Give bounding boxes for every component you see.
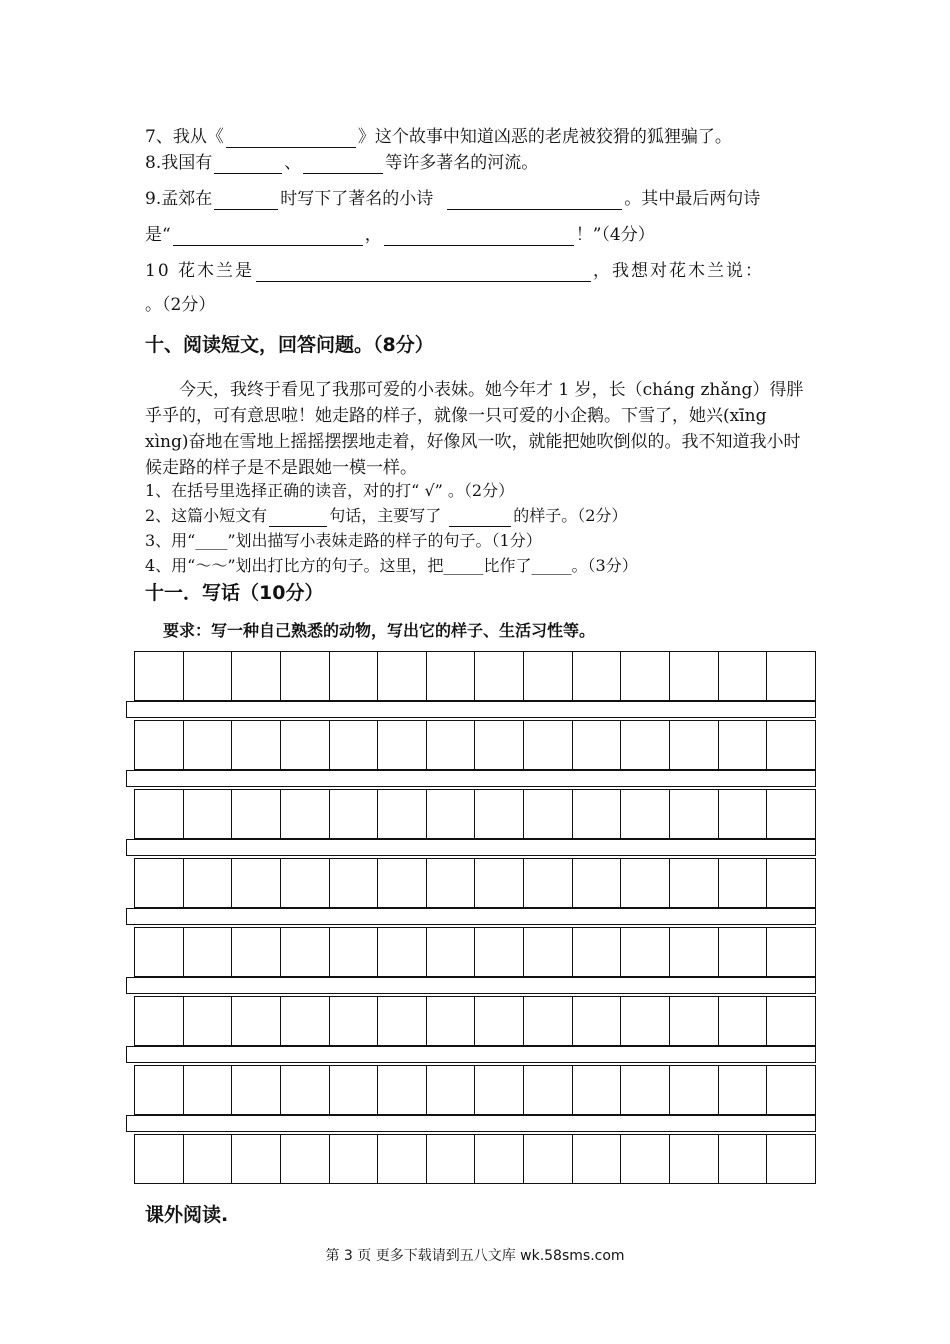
section-10-title: 十、阅读短文，回答问题。（8分） [145, 334, 434, 356]
q7-text-a: 7、我从《 [145, 127, 224, 147]
writing-cell[interactable] [475, 790, 524, 838]
writing-cell[interactable] [281, 790, 330, 838]
writing-cell[interactable] [524, 721, 573, 769]
writing-cell[interactable] [475, 928, 524, 976]
writing-cell[interactable] [719, 928, 768, 976]
q10-text-a: 10 花木兰是 [145, 261, 255, 281]
writing-cell[interactable] [621, 997, 670, 1045]
writing-cell[interactable] [281, 997, 330, 1045]
writing-requirement: 要求：写一种自己熟悉的动物，写出它的样子、生活习性等。 [163, 621, 596, 640]
writing-cell[interactable] [767, 721, 815, 769]
q9b-text-c: ！”（4分） [575, 225, 655, 245]
writing-cell[interactable] [719, 1135, 768, 1183]
q10-blank[interactable] [256, 263, 591, 282]
reading-q3: 3、用“____”划出描写小表妹走路的样子的句子。（1分） [145, 531, 542, 550]
writing-grid-row [134, 996, 816, 1046]
writing-grid-row [134, 927, 816, 977]
writing-cell[interactable] [184, 652, 233, 700]
grid-spacer-strip [126, 770, 816, 787]
writing-cell[interactable] [281, 928, 330, 976]
writing-cell[interactable] [670, 652, 719, 700]
writing-cell[interactable] [232, 652, 281, 700]
writing-cell[interactable] [767, 1066, 815, 1114]
writing-cell[interactable] [281, 1135, 330, 1183]
writing-cell[interactable] [573, 790, 622, 838]
q8-text-c: 等许多著名的河流。 [385, 153, 539, 173]
q9-poem-blank-2[interactable] [384, 227, 574, 246]
writing-cell[interactable] [621, 1066, 670, 1114]
writing-cell[interactable] [281, 859, 330, 907]
writing-cell[interactable] [281, 652, 330, 700]
writing-cell[interactable] [670, 1135, 719, 1183]
writing-cell[interactable] [232, 997, 281, 1045]
page-footer: 第 3 页 更多下载请到五八文库 wk.58sms.com [325, 1248, 625, 1264]
writing-grid-row [134, 1065, 816, 1115]
writing-cell[interactable] [475, 997, 524, 1045]
writing-cell[interactable] [232, 1135, 281, 1183]
writing-cell[interactable] [135, 652, 184, 700]
writing-cell[interactable] [378, 721, 427, 769]
writing-cell[interactable] [670, 928, 719, 976]
writing-cell[interactable] [184, 928, 233, 976]
writing-cell[interactable] [184, 790, 233, 838]
reading-passage [145, 377, 810, 481]
extra-reading-title: 课外阅读. [145, 1204, 229, 1226]
writing-cell[interactable] [281, 1066, 330, 1114]
writing-cell[interactable] [719, 1066, 768, 1114]
writing-cell[interactable] [767, 1135, 815, 1183]
writing-cell[interactable] [232, 928, 281, 976]
writing-cell[interactable] [427, 1135, 476, 1183]
writing-cell[interactable] [378, 859, 427, 907]
writing-cell[interactable] [475, 859, 524, 907]
writing-cell[interactable] [719, 652, 768, 700]
writing-cell[interactable] [378, 997, 427, 1045]
writing-cell[interactable] [524, 652, 573, 700]
writing-cell[interactable] [135, 721, 184, 769]
writing-cell[interactable] [135, 997, 184, 1045]
writing-cell[interactable] [330, 1135, 379, 1183]
section-11-title: 十一．写话（10分） [145, 582, 324, 604]
writing-cell[interactable] [427, 721, 476, 769]
grid-spacer-strip [126, 1046, 816, 1063]
rq2-text-a: 2、这篇小短文有 [145, 506, 268, 525]
writing-cell[interactable] [184, 859, 233, 907]
writing-cell[interactable] [621, 928, 670, 976]
writing-cell[interactable] [767, 652, 815, 700]
grid-spacer-strip [126, 701, 816, 718]
writing-cell[interactable] [184, 1066, 233, 1114]
writing-cell[interactable] [670, 1066, 719, 1114]
q9-blank-2[interactable] [447, 191, 622, 210]
writing-cell[interactable] [475, 1135, 524, 1183]
rq2-text-b: 句话，主要写了 [329, 506, 442, 525]
reading-q1: 1、在括号里选择正确的读音，对的打“ √” 。（2分） [145, 481, 515, 500]
q9b-text-b: ， [364, 225, 382, 245]
writing-cell[interactable] [573, 1135, 622, 1183]
writing-cell[interactable] [378, 1066, 427, 1114]
writing-cell[interactable] [767, 859, 815, 907]
writing-cell[interactable] [232, 859, 281, 907]
writing-cell[interactable] [427, 652, 476, 700]
q9-text-c: 。其中最后两句诗 [624, 189, 761, 209]
writing-cell[interactable] [330, 859, 379, 907]
writing-cell[interactable] [719, 790, 768, 838]
writing-cell[interactable] [427, 997, 476, 1045]
writing-cell[interactable] [184, 721, 233, 769]
writing-cell[interactable] [621, 1135, 670, 1183]
writing-grid-row [134, 789, 816, 839]
grid-spacer-strip [126, 1115, 816, 1132]
grid-spacer-strip [126, 977, 816, 994]
writing-cell[interactable] [427, 1066, 476, 1114]
writing-grid-row [134, 720, 816, 770]
question-10 [145, 260, 764, 282]
q8-text-a: 8.我国有 [145, 153, 213, 173]
writing-cell[interactable] [475, 721, 524, 769]
writing-cell[interactable] [427, 928, 476, 976]
writing-cell[interactable] [135, 1066, 184, 1114]
q8-blank-2[interactable] [303, 155, 383, 174]
question-9 [145, 188, 760, 210]
writing-cell[interactable] [573, 859, 622, 907]
q7-blank[interactable] [226, 129, 356, 148]
writing-cell[interactable] [330, 997, 379, 1045]
question-9-poem [145, 224, 655, 246]
writing-cell[interactable] [135, 1135, 184, 1183]
passage-text: 今天，我终于看见了我那可爱的小表妹。她今年才 1 岁，长（cháng zhǎng）得胖乎乎的，可有意思啦！她走路的样子，就像一只可爱的小企鹅。下雪了，她兴(xīng xìng)奋地在雪地上摇摇摆摆地走着，好像风一吹，就能把她吹倒似的。我不知道我小时候走路的样子是不是跟她一模一样。 [145, 380, 804, 478]
writing-cell[interactable] [232, 790, 281, 838]
writing-cell[interactable] [573, 721, 622, 769]
writing-cell[interactable] [184, 997, 233, 1045]
writing-cell[interactable] [573, 652, 622, 700]
writing-cell[interactable] [232, 721, 281, 769]
writing-cell[interactable] [524, 1066, 573, 1114]
writing-cell[interactable] [573, 997, 622, 1045]
q8-text-b: 、 [284, 153, 302, 173]
writing-cell[interactable] [330, 928, 379, 976]
writing-cell[interactable] [670, 721, 719, 769]
writing-cell[interactable] [524, 790, 573, 838]
question-10-cont [145, 294, 215, 316]
writing-cell[interactable] [621, 721, 670, 769]
q9-poem-blank-1[interactable] [173, 227, 363, 246]
writing-cell[interactable] [281, 721, 330, 769]
q9-blank-1[interactable] [214, 191, 278, 210]
writing-cell[interactable] [621, 790, 670, 838]
writing-cell[interactable] [330, 652, 379, 700]
writing-grid-row [134, 1134, 816, 1184]
writing-cell[interactable] [524, 997, 573, 1045]
writing-cell[interactable] [378, 652, 427, 700]
writing-cell[interactable] [670, 859, 719, 907]
writing-cell[interactable] [184, 1135, 233, 1183]
writing-cell[interactable] [330, 1066, 379, 1114]
q9-text-a: 9.孟郊在 [145, 189, 213, 209]
writing-cell[interactable] [135, 928, 184, 976]
writing-cell[interactable] [767, 790, 815, 838]
writing-cell[interactable] [670, 997, 719, 1045]
writing-cell[interactable] [524, 1135, 573, 1183]
writing-cell[interactable] [524, 928, 573, 976]
writing-cell[interactable] [475, 652, 524, 700]
rq2-blank-2[interactable] [449, 508, 511, 527]
q8-blank-1[interactable] [214, 155, 282, 174]
writing-cell[interactable] [573, 928, 622, 976]
writing-cell[interactable] [427, 859, 476, 907]
writing-grid-row [134, 858, 816, 908]
writing-cell[interactable] [232, 1066, 281, 1114]
writing-cell[interactable] [330, 790, 379, 838]
writing-cell[interactable] [135, 859, 184, 907]
writing-cell[interactable] [427, 790, 476, 838]
q7-text-b: 》这个故事中知道凶恶的老虎被狡猾的狐狸骗了。 [357, 127, 732, 147]
q10-text-c: 。（2分） [145, 295, 216, 315]
writing-cell[interactable] [573, 1066, 622, 1114]
writing-cell[interactable] [621, 652, 670, 700]
rq2-text-c: 的样子。（2分） [513, 506, 628, 525]
writing-cell[interactable] [621, 859, 670, 907]
writing-cell[interactable] [719, 859, 768, 907]
reading-q2 [145, 505, 627, 527]
writing-cell[interactable] [719, 721, 768, 769]
writing-cell[interactable] [670, 790, 719, 838]
q9-text-b: 时写下了著名的小诗 [280, 189, 434, 209]
reading-q4: 4、用“～～”划出打比方的句子。这里，把_____比作了_____。（3分） [145, 556, 638, 575]
grid-spacer-strip [126, 839, 816, 856]
rq2-blank-1[interactable] [269, 508, 327, 527]
writing-cell[interactable] [378, 928, 427, 976]
writing-cell[interactable] [135, 790, 184, 838]
writing-cell[interactable] [378, 790, 427, 838]
writing-cell[interactable] [378, 1135, 427, 1183]
q9b-text-a: 是“ [145, 225, 171, 245]
grid-spacer-strip [126, 908, 816, 925]
writing-grid-row [134, 651, 816, 701]
writing-cell[interactable] [767, 928, 815, 976]
writing-cell[interactable] [475, 1066, 524, 1114]
question-8 [145, 152, 538, 174]
writing-cell[interactable] [767, 997, 815, 1045]
question-7 [145, 126, 732, 148]
writing-cell[interactable] [330, 721, 379, 769]
q10-text-b: ，我想对花木兰说： [593, 261, 765, 281]
writing-cell[interactable] [524, 859, 573, 907]
writing-cell[interactable] [719, 997, 768, 1045]
